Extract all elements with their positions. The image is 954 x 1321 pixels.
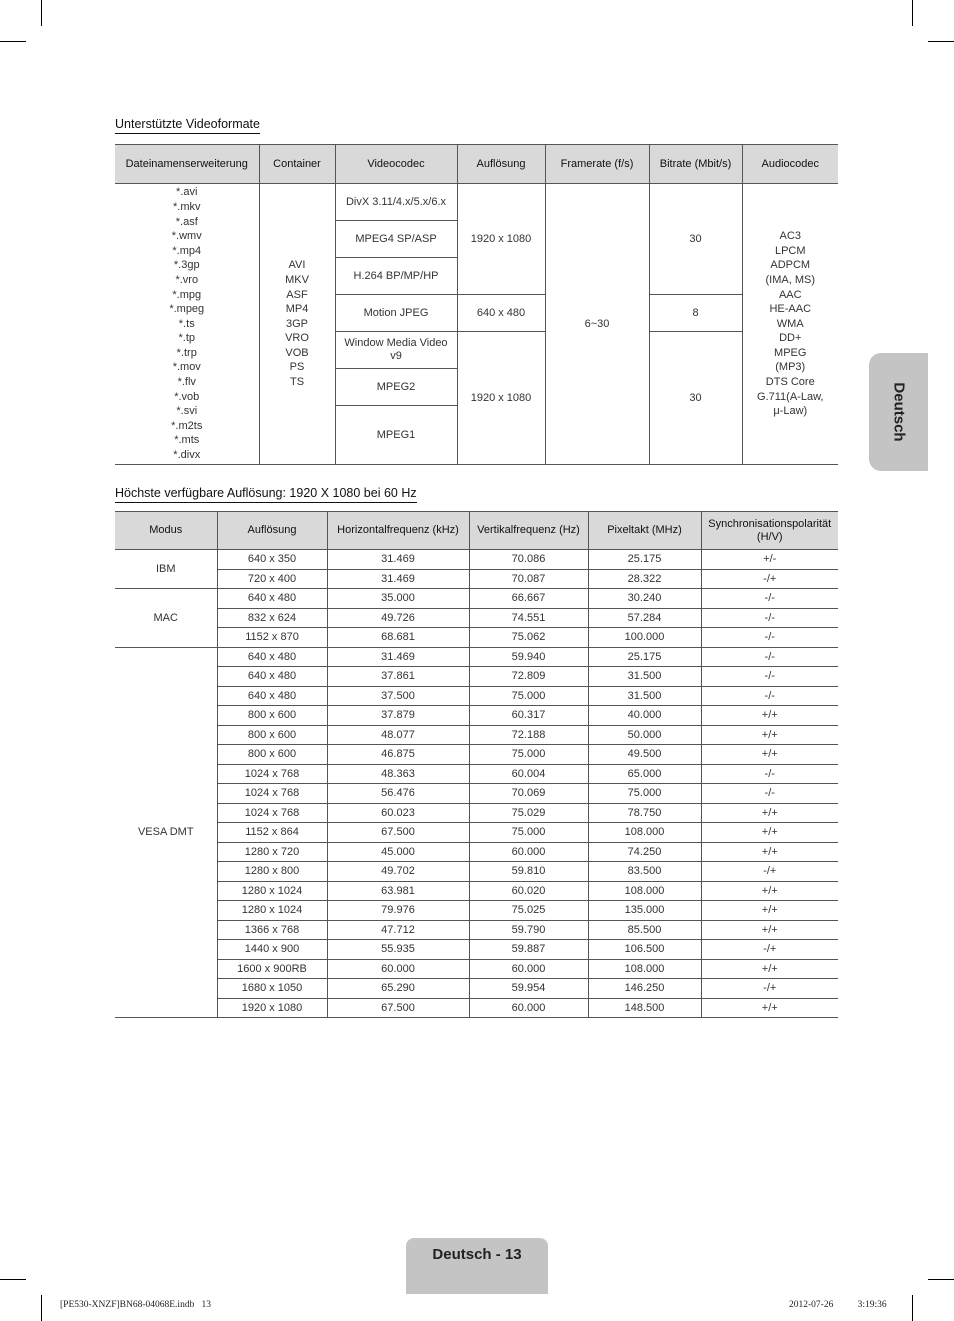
crop-mark	[41, 0, 42, 26]
table-row	[115, 901, 838, 921]
table-cell: 30.240	[588, 589, 701, 609]
table-cell: 72.809	[469, 667, 588, 687]
table-cell: 59.954	[469, 979, 588, 999]
table-cell: 65.290	[327, 979, 469, 999]
table-cell: 640 x 480	[217, 686, 327, 706]
page-number-label: Deutsch - 13	[432, 1246, 522, 1263]
table-cell: +/+	[701, 998, 838, 1018]
crop-mark	[41, 1295, 42, 1321]
table-cell: 75.000	[588, 784, 701, 804]
table-cell: 31.469	[327, 569, 469, 589]
table-cell: +/+	[701, 745, 838, 765]
crop-mark	[0, 41, 26, 42]
side-tab-language	[869, 353, 928, 471]
table-cell: 55.935	[327, 940, 469, 960]
framerate-cell: 6~30	[545, 184, 649, 465]
crop-mark	[912, 1295, 913, 1321]
table-cell: 108.000	[588, 959, 701, 979]
table-cell: 1152 x 864	[217, 823, 327, 843]
table-cell: 31.500	[588, 667, 701, 687]
table-cell: -/+	[701, 862, 838, 882]
table-cell: 78.750	[588, 803, 701, 823]
table-cell: 800 x 600	[217, 745, 327, 765]
videocodec-cell: H.264 BP/MP/HP	[335, 258, 457, 295]
table-cell: 31.500	[588, 686, 701, 706]
videocodec-cell: MPEG1	[335, 406, 457, 465]
videocodec-cell: DivX 3.11/4.x/5.x/6.x	[335, 184, 457, 221]
table-cell: 1366 x 768	[217, 920, 327, 940]
table-cell: 1680 x 1050	[217, 979, 327, 999]
table-row	[115, 569, 838, 589]
videocodec-cell: Motion JPEG	[335, 295, 457, 332]
table-row	[115, 803, 838, 823]
table-cell: 45.000	[327, 842, 469, 862]
footer-file-info: [PE530-XNZF]BN68-04068E.indb 13	[60, 1300, 211, 1310]
videocodec-cell: MPEG4 SP/ASP	[335, 221, 457, 258]
table-row	[115, 998, 838, 1018]
table-cell: 60.000	[327, 959, 469, 979]
table-cell: 31.469	[327, 550, 469, 570]
table-cell: 37.500	[327, 686, 469, 706]
column-header: Audiocodec	[742, 145, 838, 184]
table-cell: 79.976	[327, 901, 469, 921]
column-header: Pixeltakt (MHz)	[588, 512, 701, 550]
audiocodecs-cell: AC3 LPCM ADPCM (IMA, MS) AAC HE-AAC WMA DD+ MPEG (MP3) DTS Core G.711(A-Law, μ-Law)	[742, 184, 838, 465]
table-row	[115, 706, 838, 726]
containers-cell: AVI MKV ASF MP4 3GP VRO VOB PS TS	[259, 184, 335, 465]
table-cell: 37.861	[327, 667, 469, 687]
table-cell: 75.000	[469, 745, 588, 765]
table-cell: 75.062	[469, 628, 588, 648]
table-cell: 800 x 600	[217, 725, 327, 745]
table-cell: 67.500	[327, 823, 469, 843]
table-cell: 640 x 480	[217, 647, 327, 667]
table-cell: 1280 x 800	[217, 862, 327, 882]
resolution-cell: 640 x 480	[457, 295, 545, 332]
table-cell: 148.500	[588, 998, 701, 1018]
table-cell: +/-	[701, 550, 838, 570]
table-cell: 1600 x 900RB	[217, 959, 327, 979]
table-cell: 35.000	[327, 589, 469, 609]
table-row	[115, 667, 838, 687]
table-row	[115, 979, 838, 999]
table-cell: 1280 x 1024	[217, 901, 327, 921]
table-cell: 72.188	[469, 725, 588, 745]
table-cell: 60.000	[469, 842, 588, 862]
table-row	[115, 628, 838, 648]
table-cell: 74.250	[588, 842, 701, 862]
table-row	[115, 647, 838, 667]
resolution-table	[115, 511, 838, 1018]
table-cell: 75.025	[469, 901, 588, 921]
table-cell: 1440 x 900	[217, 940, 327, 960]
table-cell: 59.790	[469, 920, 588, 940]
table-cell: +/+	[701, 920, 838, 940]
table-row	[115, 959, 838, 979]
table-cell: 1024 x 768	[217, 764, 327, 784]
table-row	[115, 725, 838, 745]
table-cell: -/+	[701, 569, 838, 589]
column-header: Horizontalfrequenz (kHz)	[327, 512, 469, 550]
table-cell: -/-	[701, 608, 838, 628]
table-cell: 37.879	[327, 706, 469, 726]
table-cell: 63.981	[327, 881, 469, 901]
table-cell: 60.000	[469, 959, 588, 979]
table-cell: 50.000	[588, 725, 701, 745]
column-header: Dateinamenserweiterung	[115, 145, 259, 184]
table-row	[115, 686, 838, 706]
table-cell: +/+	[701, 959, 838, 979]
table-cell: +/+	[701, 901, 838, 921]
table-cell: 1024 x 768	[217, 803, 327, 823]
table-cell: +/+	[701, 842, 838, 862]
table-cell: 640 x 350	[217, 550, 327, 570]
videocodec-cell: MPEG2	[335, 369, 457, 406]
crop-mark	[912, 0, 913, 26]
table-cell: 47.712	[327, 920, 469, 940]
table-cell: 800 x 600	[217, 706, 327, 726]
table-cell: 25.175	[588, 550, 701, 570]
table-cell: -/-	[701, 589, 838, 609]
table-row	[115, 764, 838, 784]
table-cell: 49.702	[327, 862, 469, 882]
table-cell: 28.322	[588, 569, 701, 589]
table-cell: 106.500	[588, 940, 701, 960]
mode-cell: IBM	[115, 550, 217, 589]
table-row	[115, 920, 838, 940]
table-row	[115, 784, 838, 804]
table-cell: 49.726	[327, 608, 469, 628]
table-cell: 67.500	[327, 998, 469, 1018]
table-cell: 70.087	[469, 569, 588, 589]
table-cell: 59.887	[469, 940, 588, 960]
table-cell: 48.363	[327, 764, 469, 784]
section-title-max-resolution: Höchste verfügbare Auflösung: 1920 X 1080 bei 60 Hz	[115, 486, 417, 503]
table-cell: 135.000	[588, 901, 701, 921]
table-cell: 75.000	[469, 686, 588, 706]
table-row	[115, 823, 838, 843]
table-cell: 59.940	[469, 647, 588, 667]
table-cell: 75.000	[469, 823, 588, 843]
table-cell: 60.004	[469, 764, 588, 784]
table-row	[115, 608, 838, 628]
bitrate-cell: 30	[649, 332, 742, 465]
table-cell: 1280 x 1024	[217, 881, 327, 901]
table-cell: 1024 x 768	[217, 784, 327, 804]
table-cell: -/-	[701, 647, 838, 667]
table-row	[115, 589, 838, 609]
table-cell: 40.000	[588, 706, 701, 726]
footer-timestamp: 2012-07-26 ￿￿ 3:19:36	[789, 1300, 887, 1310]
table-cell: +/+	[701, 881, 838, 901]
table-cell: 100.000	[588, 628, 701, 648]
table-row	[115, 862, 838, 882]
column-header: Synchronisationspolarität (H/V)	[701, 512, 838, 550]
side-tab-label: Deutsch	[890, 382, 907, 442]
table-cell: 46.875	[327, 745, 469, 765]
mode-cell: VESA DMT	[115, 647, 217, 1018]
table-cell: 83.500	[588, 862, 701, 882]
table-row	[115, 842, 838, 862]
table-cell: 75.029	[469, 803, 588, 823]
table-row	[115, 940, 838, 960]
table-cell: 59.810	[469, 862, 588, 882]
table-cell: 66.667	[469, 589, 588, 609]
table-cell: -/-	[701, 686, 838, 706]
table-cell: -/-	[701, 628, 838, 648]
table-cell: 25.175	[588, 647, 701, 667]
column-header: Framerate (f/s)	[545, 145, 649, 184]
table-cell: 57.284	[588, 608, 701, 628]
table-cell: 60.317	[469, 706, 588, 726]
bitrate-cell: 30	[649, 184, 742, 295]
table-cell: -/-	[701, 764, 838, 784]
crop-mark	[928, 41, 954, 42]
column-header: Modus	[115, 512, 217, 550]
page-number-badge	[406, 1238, 548, 1294]
extensions-cell: *.avi *.mkv *.asf *.wmv *.mp4 *.3gp *.vro *.mpg *.mpeg *.ts *.tp *.trp *.mov *.flv *.vob *.svi *.m2ts *.mts *.divx	[115, 184, 259, 465]
table-cell: 65.000	[588, 764, 701, 784]
column-header: Vertikalfrequenz (Hz)	[469, 512, 588, 550]
table-cell: 70.086	[469, 550, 588, 570]
table-cell: +/+	[701, 803, 838, 823]
table-cell: +/+	[701, 823, 838, 843]
table-cell: 85.500	[588, 920, 701, 940]
table-cell: +/+	[701, 706, 838, 726]
table-cell: 48.077	[327, 725, 469, 745]
table-cell: 108.000	[588, 823, 701, 843]
table-cell: 1920 x 1080	[217, 998, 327, 1018]
section-title-video-formats: Unterstützte Videoformate	[115, 117, 260, 134]
bitrate-cell: 8	[649, 295, 742, 332]
table-cell: -/-	[701, 667, 838, 687]
table-cell: 60.023	[327, 803, 469, 823]
table-cell: 720 x 400	[217, 569, 327, 589]
crop-mark	[928, 1279, 954, 1280]
table-cell: 56.476	[327, 784, 469, 804]
table-cell: -/+	[701, 979, 838, 999]
resolution-cell: 1920 x 1080	[457, 184, 545, 295]
table-cell: 49.500	[588, 745, 701, 765]
table-cell: 60.000	[469, 998, 588, 1018]
table-cell: 31.469	[327, 647, 469, 667]
mode-cell: MAC	[115, 589, 217, 648]
video-formats-table	[115, 144, 838, 465]
column-header: Bitrate (Mbit/s)	[649, 145, 742, 184]
table-cell: 60.020	[469, 881, 588, 901]
crop-mark	[0, 1279, 26, 1280]
videocodec-cell: Window Media Video v9	[335, 332, 457, 369]
table-cell: 70.069	[469, 784, 588, 804]
column-header: Auflösung	[217, 512, 327, 550]
table-cell: -/+	[701, 940, 838, 960]
table-row	[115, 550, 838, 570]
table-cell: -/-	[701, 784, 838, 804]
table-cell: 146.250	[588, 979, 701, 999]
table-cell: 74.551	[469, 608, 588, 628]
table-cell: 832 x 624	[217, 608, 327, 628]
table-cell: 640 x 480	[217, 667, 327, 687]
table-cell: +/+	[701, 725, 838, 745]
column-header: Videocodec	[335, 145, 457, 184]
table-row	[115, 881, 838, 901]
resolution-cell: 1920 x 1080	[457, 332, 545, 465]
table-cell: 1280 x 720	[217, 842, 327, 862]
table-cell: 1152 x 870	[217, 628, 327, 648]
table-cell: 108.000	[588, 881, 701, 901]
table-row	[115, 745, 838, 765]
table-cell: 68.681	[327, 628, 469, 648]
table-cell: 640 x 480	[217, 589, 327, 609]
column-header: Container	[259, 145, 335, 184]
column-header: Auflösung	[457, 145, 545, 184]
